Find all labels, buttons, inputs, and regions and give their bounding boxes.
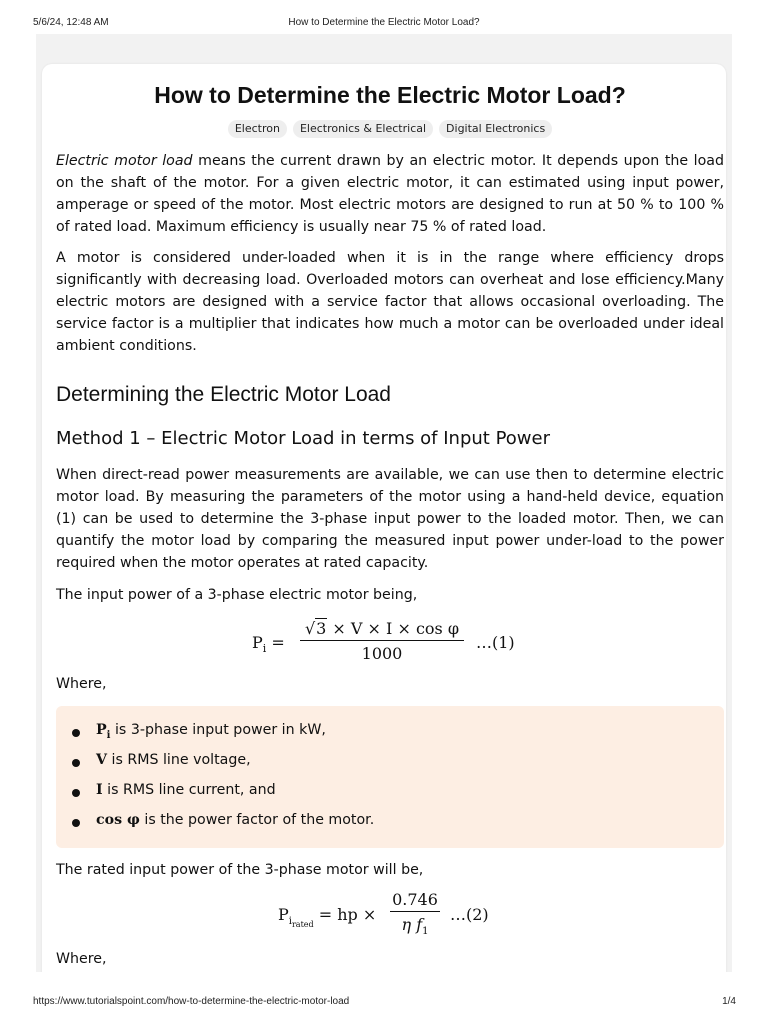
underload-paragraph: A motor is considered under-loaded when it is in the range where efficiency drops significantly with decreasing load. Overloaded motors can overheat and lose efficiency.Many electric motors are designed with a service factor that allows occasional overloading. The service factor is a multiplier that indicates how much a motor can be overloaded under ideal ambient conditions.	[56, 250, 724, 354]
intro-text: means the current drawn by an electric motor. It depends upon the load on the shaft of the motor. For a given electric motor, it can estimated using input power, amperage or speed of the motor. Most electric motors are designed to run at 50 % to 100 % of rated load. Maximum efficiency is usually near 75 % of rated load.	[56, 153, 724, 235]
print-title: How to Determine the Electric Motor Load?	[288, 17, 480, 28]
bullet-icon	[72, 729, 80, 737]
bullet-icon	[72, 789, 80, 797]
eq2-tag: …(2)	[450, 905, 489, 924]
eq2-fraction	[390, 890, 440, 937]
input-power-intro: The input power of a 3-phase electric motor being,	[56, 587, 418, 603]
eq1-fraction-bar	[300, 640, 464, 641]
eq1-lhs: $P_i$ =	[252, 633, 285, 656]
tag-electronics-electrical[interactable]: Electronics & Electrical	[293, 120, 433, 138]
definition-symbol: $P_i$	[96, 722, 111, 741]
where-label-2: Where,	[56, 951, 107, 967]
print-date: 5/6/24, 12:48 AM	[33, 17, 109, 28]
definition-symbol: V	[96, 752, 108, 768]
eq2-denominator: η $f_1$	[401, 915, 429, 938]
article-card	[42, 64, 726, 972]
definition-item	[70, 810, 374, 840]
definition-item	[70, 750, 374, 780]
definition-symbol: cos φ	[96, 812, 140, 828]
page-background	[36, 34, 732, 972]
eq2-numerator: 0.746	[392, 890, 438, 909]
bullet-icon	[72, 819, 80, 827]
tag-list	[56, 120, 724, 138]
definition-item	[70, 780, 374, 810]
definition-text: is the power factor of the motor.	[139, 812, 375, 828]
rated-intro: The rated input power of the 3-phase motor will be,	[56, 862, 424, 878]
eq1-denominator: 1000	[361, 644, 403, 663]
print-footer	[0, 990, 768, 1024]
intro-paragraph	[56, 150, 724, 238]
method-paragraph: When direct-read power measurements are available, we can use then to determine electric motor load. By measuring the parameters of the motor using a hand-held device, equation (1) can be used to determine the 3-phase input power to the loaded motor. Then, we can quantify the motor load by comparing the measured input power under-load to the power required when the motor operates at rated capacity.	[56, 467, 724, 571]
equation-2	[56, 886, 724, 946]
section-heading: Determining the Electric Motor Load	[56, 383, 391, 406]
intro-emphasis: Electric motor load	[56, 153, 193, 169]
eq1-tag: …(1)	[476, 633, 515, 652]
eq1-numerator: √3 × V × I × cos φ	[304, 619, 460, 638]
article-title: How to Determine the Electric Motor Load?	[154, 82, 626, 108]
equation-1	[56, 614, 724, 674]
page-number: 1/4	[722, 996, 736, 1007]
definition-text: is RMS line voltage,	[107, 752, 251, 768]
print-url[interactable]: https://www.tutorialspoint.com/how-to-determine-the-electric-motor-load	[33, 996, 350, 1007]
print-header	[0, 0, 768, 34]
eq2-fraction-bar	[390, 911, 440, 912]
bullet-icon	[72, 759, 80, 767]
eq1-fraction	[300, 618, 464, 663]
tag-electron[interactable]: Electron	[228, 120, 287, 138]
definition-text: is 3-phase input power in kW,	[110, 722, 326, 738]
eq2-lhs: $P_{i_{rated}}$ = hp ×	[278, 905, 377, 930]
definition-symbol: I	[96, 782, 103, 798]
tag-digital-electronics[interactable]: Digital Electronics	[439, 120, 552, 138]
method-heading: Method 1 – Electric Motor Load in terms of Input Power	[56, 428, 550, 449]
definition-text: is RMS line current, and	[102, 782, 276, 798]
definitions-list	[70, 720, 374, 840]
definition-item	[70, 720, 374, 750]
definitions-box	[56, 706, 724, 848]
where-label-1: Where,	[56, 676, 107, 692]
